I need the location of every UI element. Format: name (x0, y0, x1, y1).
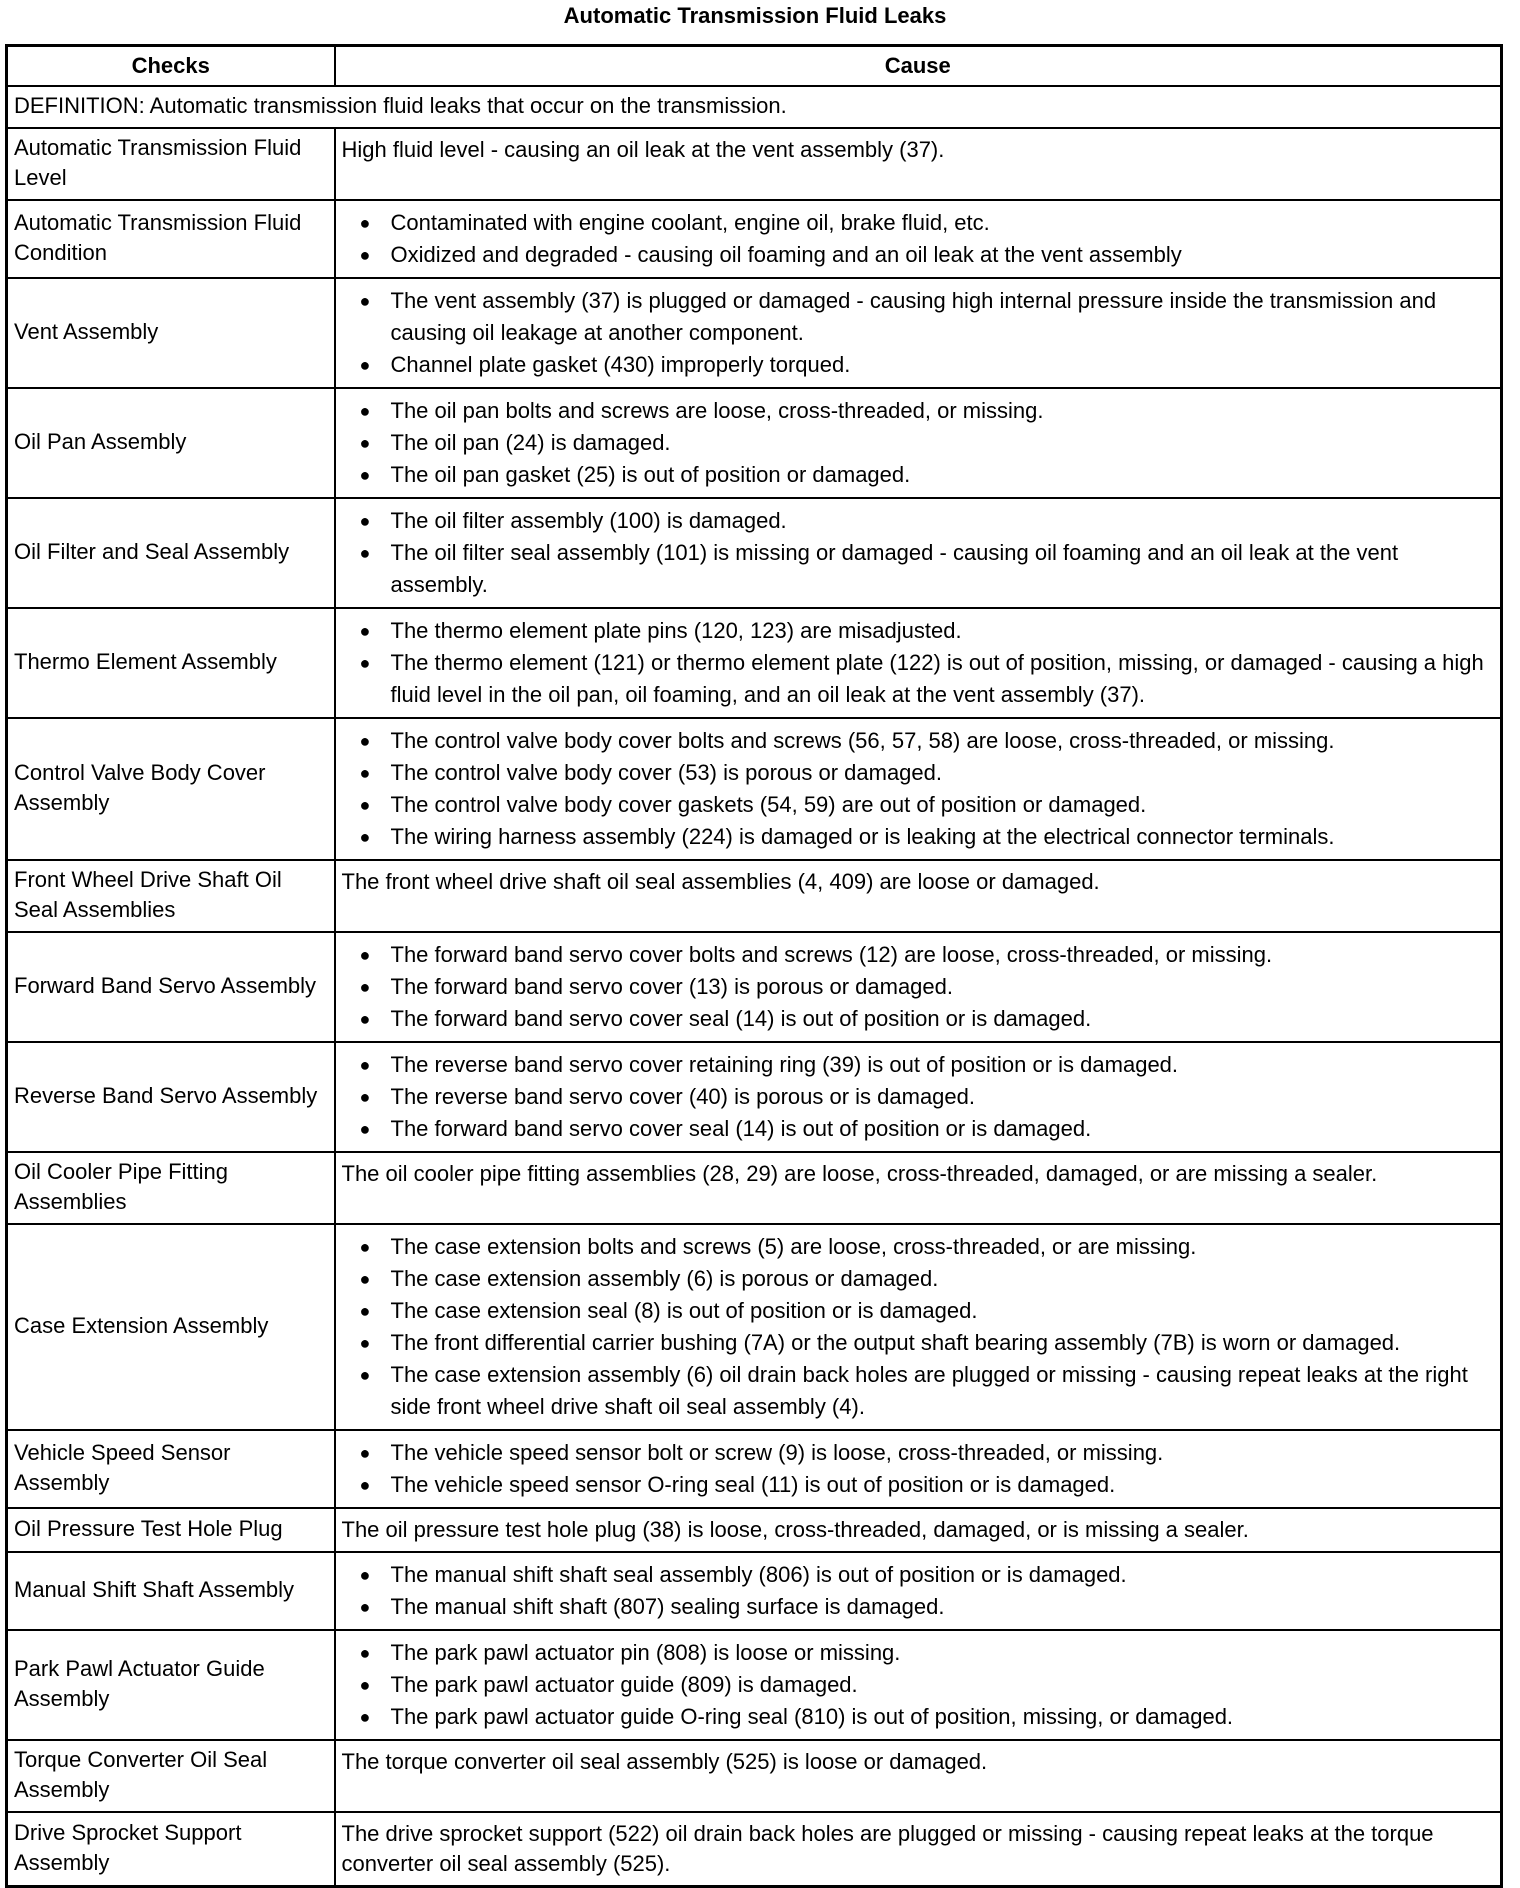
cause-item-text: Channel plate gasket (430) improperly torqued. (390, 352, 851, 377)
cause-item (342, 1113, 1496, 1145)
bullet-icon: ● (359, 465, 371, 485)
cause-item-text: The vehicle speed sensor O-ring seal (11) is out of position or is damaged. (390, 1472, 1116, 1497)
cause-list (342, 505, 1496, 601)
cause-list (342, 1231, 1496, 1423)
cause-item-text: The oil filter seal assembly (101) is missing or damaged - causing oil foaming and an oil leak at the vent assembly. (390, 540, 1399, 597)
bullet-icon: ● (359, 433, 371, 453)
cause-cell (335, 278, 1502, 388)
cause-cell (335, 200, 1502, 278)
cause-item (342, 1559, 1496, 1591)
cause-list (342, 207, 1496, 271)
bullet-icon: ● (359, 621, 371, 641)
cause-item-text: The park pawl actuator guide (809) is damaged. (390, 1672, 858, 1697)
fluid-leaks-table (5, 44, 1503, 1888)
cause-item (342, 459, 1496, 491)
cause-item-text: The case extension seal (8) is out of position or is damaged. (390, 1298, 978, 1323)
cause-item (342, 821, 1496, 853)
check-cell: Forward Band Servo Assembly (7, 932, 335, 1042)
cause-item-text: The front differential carrier bushing (7A) or the output shaft bearing assembly (7B) is worn or damaged. (390, 1330, 1401, 1355)
cause-cell (335, 1430, 1502, 1508)
bullet-icon: ● (359, 401, 371, 421)
cause-cell (335, 498, 1502, 608)
bullet-icon: ● (359, 213, 371, 233)
cause-item (342, 1081, 1496, 1113)
table-row (7, 1430, 1502, 1508)
bullet-icon: ● (359, 763, 371, 783)
cause-item (342, 1327, 1496, 1359)
cause-item (342, 647, 1496, 711)
cause-item (342, 1437, 1496, 1469)
cause-item (342, 239, 1496, 271)
check-cell: Oil Cooler Pipe Fitting Assemblies (7, 1152, 335, 1224)
cause-item (342, 427, 1496, 459)
check-cell: Automatic Transmission Fluid Level (7, 128, 335, 200)
bullet-icon: ● (359, 945, 371, 965)
header-row (7, 46, 1502, 87)
cause-item (342, 1591, 1496, 1623)
cause-item-text: The manual shift shaft seal assembly (806) is out of position or is damaged. (390, 1562, 1127, 1587)
cause-list (342, 615, 1496, 711)
cause-item (342, 725, 1496, 757)
cause-cell: The oil pressure test hole plug (38) is loose, cross-threaded, damaged, or is missing a sealer. (335, 1508, 1502, 1552)
bullet-icon: ● (359, 1269, 371, 1289)
table-row (7, 1552, 1502, 1630)
cause-item (342, 1231, 1496, 1263)
cause-list (342, 1559, 1496, 1623)
checks-header: Checks (7, 46, 335, 87)
cause-list (342, 395, 1496, 491)
check-cell: Oil Pan Assembly (7, 388, 335, 498)
cause-item (342, 1669, 1496, 1701)
cause-item-text: The forward band servo cover bolts and screws (12) are loose, cross-threaded, or missing. (390, 942, 1273, 967)
cause-item (342, 285, 1496, 349)
table-row (7, 1812, 1502, 1887)
table-row (7, 860, 1502, 932)
bullet-icon: ● (359, 1643, 371, 1663)
check-cell: Drive Sprocket Support Assembly (7, 1812, 335, 1887)
bullet-icon: ● (359, 653, 371, 673)
bullet-icon: ● (359, 1009, 371, 1029)
bullet-icon: ● (359, 543, 371, 563)
cause-header: Cause (335, 46, 1502, 87)
cause-item-text: The control valve body cover gaskets (54, 59) are out of position or damaged. (390, 792, 1147, 817)
cause-item-text: The wiring harness assembly (224) is damaged or is leaking at the electrical connector terminals. (390, 824, 1335, 849)
cause-cell (335, 608, 1502, 718)
cause-cell (335, 388, 1502, 498)
table-row (7, 1224, 1502, 1430)
cause-cell (335, 1042, 1502, 1152)
cause-item-text: The oil filter assembly (100) is damaged. (390, 508, 787, 533)
bullet-icon: ● (359, 1087, 371, 1107)
check-cell: Reverse Band Servo Assembly (7, 1042, 335, 1152)
check-cell: Vehicle Speed Sensor Assembly (7, 1430, 335, 1508)
cause-cell (335, 1630, 1502, 1740)
definition-text: DEFINITION: Automatic transmission fluid leaks that occur on the transmission. (7, 86, 1502, 128)
bullet-icon: ● (359, 291, 371, 311)
cause-item (342, 971, 1496, 1003)
bullet-icon: ● (359, 1237, 371, 1257)
cause-item-text: The park pawl actuator guide O-ring seal (810) is out of position, missing, or damaged. (390, 1704, 1234, 1729)
bullet-icon: ● (359, 977, 371, 997)
bullet-icon: ● (359, 1301, 371, 1321)
cause-item (342, 1469, 1496, 1501)
bullet-icon: ● (359, 827, 371, 847)
cause-list (342, 1637, 1496, 1733)
cause-cell (335, 718, 1502, 860)
cause-item-text: The case extension bolts and screws (5) are loose, cross-threaded, or are missing. (390, 1234, 1197, 1259)
cause-item (342, 1003, 1496, 1035)
cause-item (342, 207, 1496, 239)
table-row (7, 1042, 1502, 1152)
cause-item (342, 615, 1496, 647)
cause-cell: The front wheel drive shaft oil seal assemblies (4, 409) are loose or damaged. (335, 860, 1502, 932)
cause-item-text: Oxidized and degraded - causing oil foaming and an oil leak at the vent assembly (390, 242, 1182, 267)
cause-cell: The oil cooler pipe fitting assemblies (28, 29) are loose, cross-threaded, damaged, or are missing a sealer. (335, 1152, 1502, 1224)
definition-row (7, 86, 1502, 128)
check-cell: Vent Assembly (7, 278, 335, 388)
cause-item-text: The oil pan bolts and screws are loose, cross-threaded, or missing. (390, 398, 1044, 423)
check-cell: Oil Filter and Seal Assembly (7, 498, 335, 608)
check-cell: Case Extension Assembly (7, 1224, 335, 1430)
bullet-icon: ● (359, 1119, 371, 1139)
cause-item (342, 1263, 1496, 1295)
bullet-icon: ● (359, 1055, 371, 1075)
cause-item-text: The control valve body cover bolts and screws (56, 57, 58) are loose, cross-threaded, or missing. (390, 728, 1335, 753)
check-cell: Control Valve Body Cover Assembly (7, 718, 335, 860)
bullet-icon: ● (359, 1365, 371, 1385)
bullet-icon: ● (359, 1333, 371, 1353)
check-cell: Park Pawl Actuator Guide Assembly (7, 1630, 335, 1740)
table-row (7, 1508, 1502, 1552)
bullet-icon: ● (359, 1443, 371, 1463)
cause-list (342, 1437, 1496, 1501)
cause-list (342, 725, 1496, 853)
cause-item (342, 939, 1496, 971)
check-cell: Thermo Element Assembly (7, 608, 335, 718)
cause-item-text: The thermo element (121) or thermo element plate (122) is out of position, missing, or damaged - causing a high fluid level in the oil pan, oil foaming, and an oil leak at the vent assembly (37). (390, 650, 1484, 707)
table-row (7, 932, 1502, 1042)
cause-item-text: The park pawl actuator pin (808) is loose or missing. (390, 1640, 901, 1665)
bullet-icon: ● (359, 1475, 371, 1495)
check-cell: Automatic Transmission Fluid Condition (7, 200, 335, 278)
cause-item (342, 1637, 1496, 1669)
cause-item-text: The manual shift shaft (807) sealing surface is damaged. (390, 1594, 945, 1619)
cause-item-text: The forward band servo cover (13) is porous or damaged. (390, 974, 954, 999)
table-row (7, 608, 1502, 718)
cause-cell (335, 932, 1502, 1042)
cause-item-text: Contaminated with engine coolant, engine oil, brake fluid, etc. (390, 210, 990, 235)
check-cell: Manual Shift Shaft Assembly (7, 1552, 335, 1630)
cause-cell: High fluid level - causing an oil leak at the vent assembly (37). (335, 128, 1502, 200)
document-title: Automatic Transmission Fluid Leaks (563, 3, 947, 28)
cause-item (342, 1701, 1496, 1733)
cause-item (342, 505, 1496, 537)
bullet-icon: ● (359, 795, 371, 815)
table-row (7, 200, 1502, 278)
cause-item (342, 1049, 1496, 1081)
cause-item (342, 537, 1496, 601)
bullet-icon: ● (359, 731, 371, 751)
cause-item-text: The case extension assembly (6) is porous or damaged. (390, 1266, 939, 1291)
cause-item-text: The case extension assembly (6) oil drain back holes are plugged or missing - causing repeat leaks at the right side front wheel drive shaft oil seal assembly (4). (390, 1362, 1468, 1419)
check-cell: Oil Pressure Test Hole Plug (7, 1508, 335, 1552)
cause-item-text: The reverse band servo cover retaining ring (39) is out of position or is damaged. (390, 1052, 1179, 1077)
table-row (7, 498, 1502, 608)
cause-item-text: The vent assembly (37) is plugged or damaged - causing high internal pressure inside the transmission and causing oil leakage at another component. (390, 288, 1437, 345)
cause-item (342, 1359, 1496, 1423)
cause-list (342, 1049, 1496, 1145)
table-row (7, 718, 1502, 860)
cause-item (342, 1295, 1496, 1327)
check-cell: Torque Converter Oil Seal Assembly (7, 1740, 335, 1812)
bullet-icon: ● (359, 1707, 371, 1727)
cause-cell: The drive sprocket support (522) oil drain back holes are plugged or missing - causing repeat leaks at the torque converter oil seal assembly (525). (335, 1812, 1502, 1887)
bullet-icon: ● (359, 1597, 371, 1617)
cause-item-text: The vehicle speed sensor bolt or screw (9) is loose, cross-threaded, or missing. (390, 1440, 1164, 1465)
table-row (7, 1630, 1502, 1740)
cause-list (342, 939, 1496, 1035)
bullet-icon: ● (359, 1675, 371, 1695)
cause-item-text: The thermo element plate pins (120, 123) are misadjusted. (390, 618, 962, 643)
table-row (7, 388, 1502, 498)
bullet-icon: ● (359, 1565, 371, 1585)
cause-item-text: The oil pan (24) is damaged. (390, 430, 671, 455)
cause-item (342, 395, 1496, 427)
cause-item-text: The oil pan gasket (25) is out of position or damaged. (390, 462, 911, 487)
cause-item-text: The reverse band servo cover (40) is porous or is damaged. (390, 1084, 976, 1109)
table-row (7, 1740, 1502, 1812)
cause-item-text: The forward band servo cover seal (14) is out of position or is damaged. (390, 1006, 1092, 1031)
cause-item-text: The control valve body cover (53) is porous or damaged. (390, 760, 943, 785)
cause-cell: The torque converter oil seal assembly (525) is loose or damaged. (335, 1740, 1502, 1812)
cause-cell (335, 1224, 1502, 1430)
check-cell: Front Wheel Drive Shaft Oil Seal Assemblies (7, 860, 335, 932)
cause-cell (335, 1552, 1502, 1630)
table-row (7, 1152, 1502, 1224)
bullet-icon: ● (359, 511, 371, 531)
table-row (7, 128, 1502, 200)
table-row (7, 278, 1502, 388)
cause-item (342, 757, 1496, 789)
cause-item-text: The forward band servo cover seal (14) is out of position or is damaged. (390, 1116, 1092, 1141)
cause-item (342, 349, 1496, 381)
cause-list (342, 285, 1496, 381)
bullet-icon: ● (359, 245, 371, 265)
cause-item (342, 789, 1496, 821)
bullet-icon: ● (359, 355, 371, 375)
